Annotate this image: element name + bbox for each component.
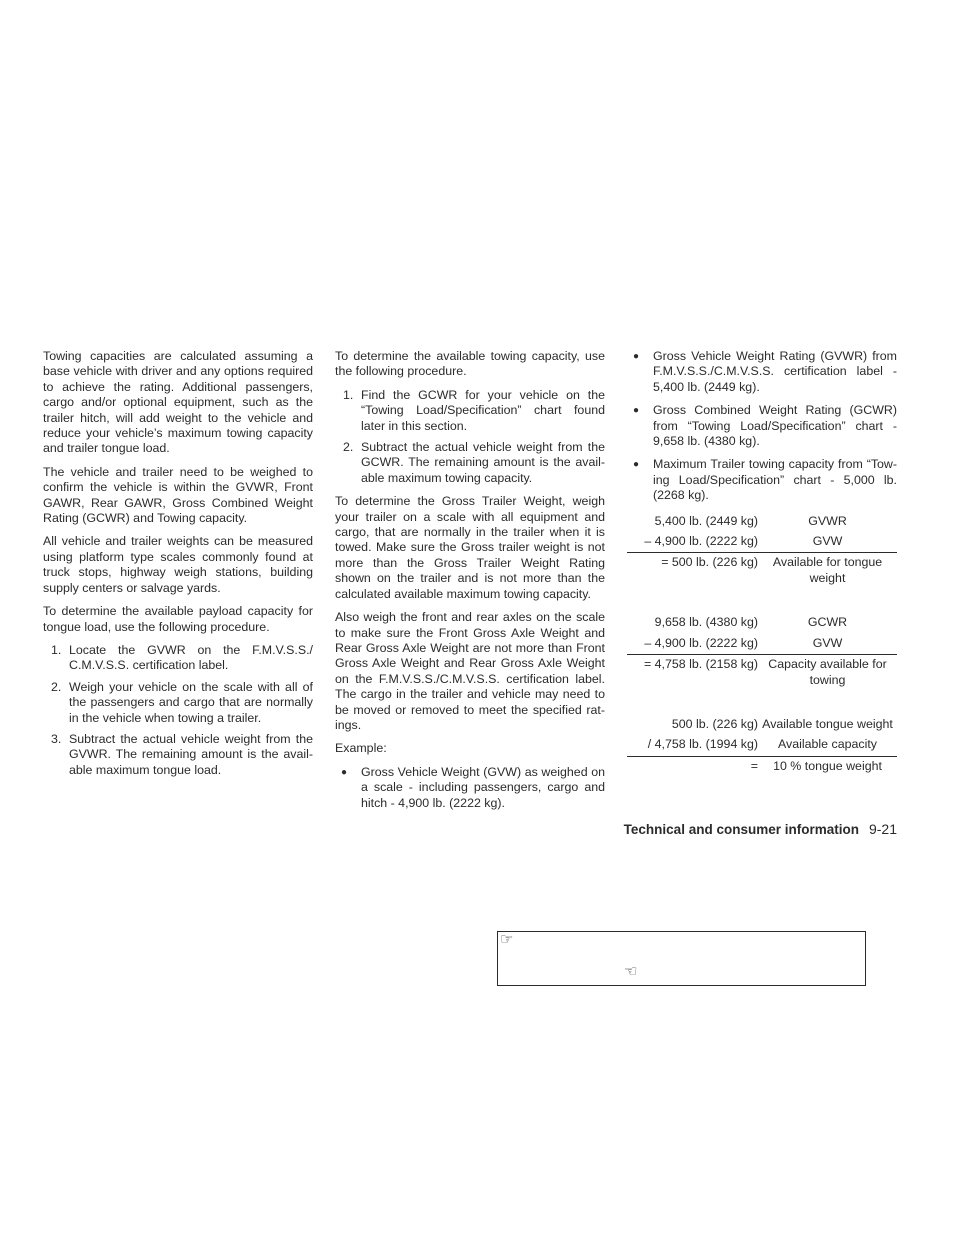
right-column	[627, 349, 897, 777]
towing-capacity-steps	[335, 388, 605, 486]
list-item	[335, 440, 605, 486]
paragraph: To determine the Gross Trailer Weight, weigh your trailer on a scale with all equipment and cargo, that are normally in the trailer when it is towed. Make sure the Gross trailer weight is not more than the Gross Trailer Weight Rating shown on the trailer and is not more than the calculated available maximum towing capacity.	[335, 494, 605, 601]
list-item	[43, 643, 313, 674]
weight-calculation-table	[627, 512, 897, 777]
step-number: 2.	[343, 440, 354, 455]
calc-value: 9,658 lb. (4380 kg)	[654, 615, 758, 630]
calc-value: 5,400 lb. (2449 kg)	[654, 513, 758, 528]
paragraph: Also weigh the front and rear axles on the scale to make sure the Front Gross Axle Weight and Rear Gross Axle Weight are not more than Front Gross Axle Weight and Rear Gross Axle Weight on the F.M.V.S.S./C.M.V.S.S. certification label. The cargo in the trailer and vehicle may need to be moved or removed to meet the specified rat- ings.	[335, 610, 605, 732]
step-text: Locate the GVWR on the F.M.V.S.S./ C.M.V.S.S. certification label.	[69, 642, 313, 673]
calc-label: Available capacity	[758, 735, 897, 756]
paragraph: Towing capacities are calculated assuming a base vehicle with driver and any options required to achieve the rating. Additional passengers, cargo and/or optional equipment, such as the trailer hitch, will add weight to the vehicle and reduce your vehicle’s maximum towing capacity and trailer tongue load.	[43, 349, 313, 456]
calc-value: – 4,900 lb. (2222 kg)	[627, 634, 758, 655]
bullet-item: ● Gross Combined Weight Rating (GCWR) from “Towing Load/Specification” chart - 9,658 lb. (4380 kg).	[627, 403, 897, 449]
calc-result-label: Capacity available for towing	[768, 657, 887, 687]
calc-label: GVWR	[808, 513, 847, 528]
calc-value: / 4,758 lb. (1994 kg)	[627, 735, 758, 756]
paragraph: To determine the available towing capacity, use the following procedure.	[335, 349, 605, 379]
middle-column	[335, 349, 605, 819]
step-number: 3.	[51, 731, 62, 746]
tongue-load-steps	[43, 643, 313, 778]
left-column	[43, 349, 313, 786]
step-text: Find the GCWR for your vehicle on the “Towing Load/Specification” chart found later in this section.	[361, 387, 605, 433]
calc-label: Available tongue weight	[762, 716, 893, 731]
example-bullets	[335, 765, 605, 811]
calc-result-value: = 4,758 lb. (2158 kg)	[643, 657, 758, 672]
example-label: Example:	[335, 741, 387, 756]
bullet-item: ● Maximum Trailer towing capacity from “Tow- ing Load/Specification” chart - 5,000 lb. (2268 kg).	[627, 457, 897, 503]
calc-result-label: 10 % tongue weight	[773, 758, 882, 773]
list-item	[335, 388, 605, 434]
step-number: 1.	[51, 642, 62, 657]
list-item	[43, 732, 313, 778]
bullet-item: ● Gross Vehicle Weight (GVW) as weighed on a scale - including passengers, cargo and hitch - 4,900 lb. (2222 kg).	[335, 765, 605, 811]
step-text: Subtract the actual vehicle weight from the GVWR. The remaining amount is the avail- able maximum tongue load.	[69, 731, 313, 777]
step-text: Subtract the actual vehicle weight from the GCWR. The remaining amount is the avail- able maximum towing capacity.	[361, 440, 605, 485]
paragraph: The vehicle and trailer need to be weighed to confirm the vehicle is within the GVWR, Front GAWR, Rear GAWR, Gross Combined Weight Rating (GCWR) and Towing capacity.	[43, 464, 313, 526]
page-number: 9-21	[868, 821, 897, 837]
paragraph: To determine the available payload capacity for tongue load, use the following procedure.	[43, 604, 313, 634]
step-number: 1.	[343, 387, 354, 402]
section-title: Technical and consumer information	[623, 822, 859, 837]
calc-label: GCWR	[807, 615, 848, 630]
pointing-hand-left-icon: ☜	[624, 963, 638, 980]
step-number: 2.	[51, 679, 62, 694]
calc-value: 500 lb. (226 kg)	[671, 716, 758, 731]
reference-box	[497, 931, 866, 986]
calc-label: GVW	[758, 634, 897, 655]
calc-label: GVW	[758, 532, 897, 553]
page-footer	[560, 822, 897, 837]
calc-value: – 4,900 lb. (2222 kg)	[627, 532, 758, 553]
pointing-hand-right-icon: ☞	[500, 931, 514, 948]
rating-bullets	[627, 349, 897, 504]
step-text: Weigh your vehicle on the scale with all of the passengers and cargo that are normally in the vehicle when towing a trailer.	[69, 679, 313, 725]
calc-result-value: = 500 lb. (226 kg)	[661, 555, 758, 570]
calc-result-label: Available for tongue weight	[772, 555, 883, 585]
bullet-item: ● Gross Vehicle Weight Rating (GVWR) from F.M.V.S.S./C.M.V.S.S. certification label - 5,400 lb. (2449 kg).	[627, 349, 897, 395]
list-item	[43, 680, 313, 726]
calc-result-value: =	[750, 758, 758, 773]
paragraph: All vehicle and trailer weights can be measured using platform type scales commonly found at truck stops, highway weigh stations, building supply centers or salvage yards.	[43, 534, 313, 595]
